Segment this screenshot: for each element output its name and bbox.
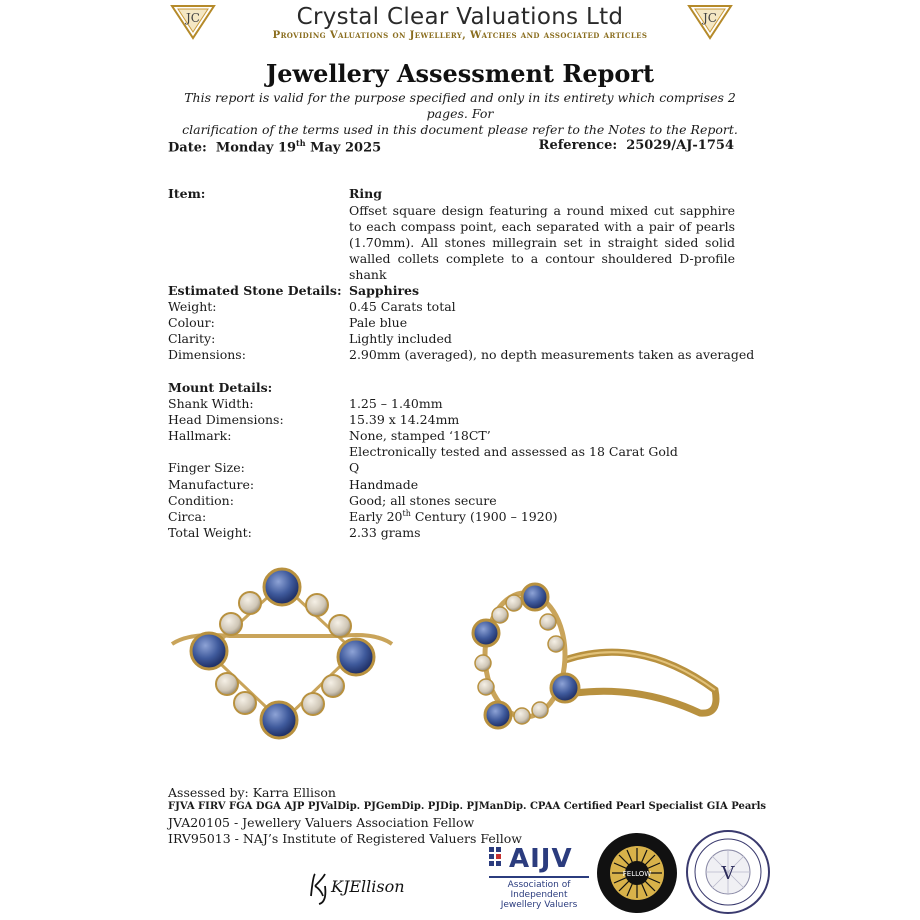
assessed-by: Assessed by: Karra Ellison xyxy=(168,785,336,800)
head-dimensions-label: Head Dimensions: xyxy=(168,412,284,427)
stone-weight-value: 0.45 Carats total xyxy=(349,299,456,314)
signature-graphic xyxy=(305,866,405,906)
circa-label: Circa: xyxy=(168,509,207,524)
condition-value: Good; all stones secure xyxy=(349,493,497,508)
stone-colour-label: Colour: xyxy=(168,315,215,330)
condition-label: Condition: xyxy=(168,493,234,508)
aijv-name: AIJV xyxy=(509,844,573,874)
aijv-grid-icon xyxy=(489,847,509,871)
hallmark-value: None, stamped ‘18CT’ xyxy=(349,428,491,443)
svg-text:FELLOW: FELLOW xyxy=(622,870,652,878)
jva-fellow-seal xyxy=(686,830,770,914)
aijv-subtitle: Association of Independent Jewellery Valuers xyxy=(500,880,578,910)
stone-dimensions-label: Dimensions: xyxy=(168,347,246,362)
shank-width-label: Shank Width: xyxy=(168,396,254,411)
stone-section-value: Sapphires xyxy=(349,283,420,298)
company-name: Crystal Clear Valuations Ltd xyxy=(296,4,624,30)
jva-membership: JVA20105 - Jewellery Valuers Association Fellow xyxy=(168,815,475,830)
hallmark-label: Hallmark: xyxy=(168,428,232,443)
total-weight-label: Total Weight: xyxy=(168,525,252,540)
ring-photo-front xyxy=(170,562,395,747)
svg-text:KJEllison: KJEllison xyxy=(331,877,405,896)
head-dimensions-value: 15.39 x 14.24mm xyxy=(349,412,460,427)
stone-clarity-value: Lightly included xyxy=(349,331,452,346)
aijv-logo xyxy=(489,844,589,910)
circa-value: Early 20th Century (1900 – 1920) xyxy=(349,509,558,525)
item-name: Ring xyxy=(349,186,382,201)
ring-photo-side xyxy=(470,575,728,740)
item-label: Item: xyxy=(168,186,206,201)
stone-colour-value: Pale blue xyxy=(349,315,408,330)
svg-text:V: V xyxy=(721,863,735,884)
report-reference: Reference: 25029/AJ-1754 xyxy=(538,138,734,153)
stone-weight-label: Weight: xyxy=(168,299,217,314)
item-description: Offset square design featuring a round mixed cut sapphire to each compass point, each separated with a pair of pearls (1.70mm). All stones millegrain set in straight sided solid walled collets complete to a contour shouldered D-profile shank xyxy=(349,203,735,282)
report-title: Jewellery Assessment Report xyxy=(265,59,655,88)
assessor-qualifications: FJVA FIRV FGA DGA AJP PJValDip. PJGemDip. PJDip. PJManDip. CPAA Certified Pearl Specialist GIA Pearls xyxy=(168,801,767,812)
mount-section-label: Mount Details: xyxy=(168,380,273,395)
validity-line-1: This report is valid for the purpose specified and only in its entirety which comprises 2 pages. For xyxy=(184,90,736,121)
shank-width-value: 1.25 – 1.40mm xyxy=(349,396,443,411)
svg-text:JC: JC xyxy=(186,11,200,25)
stone-section-label: Estimated Stone Details: xyxy=(168,283,342,298)
report-date: Date: Monday 19th May 2025 xyxy=(168,138,382,156)
hallmark-test-value: Electronically tested and assessed as 18 Carat Gold xyxy=(349,444,678,459)
manufacture-label: Manufacture: xyxy=(168,477,255,492)
assessor-signature xyxy=(305,866,405,910)
stone-clarity-label: Clarity: xyxy=(168,331,216,346)
manufacture-value: Handmade xyxy=(349,477,419,492)
validity-line-2: clarification of the terms used in this document please refer to the Notes to the Report. xyxy=(182,122,738,137)
finger-size-label: Finger Size: xyxy=(168,460,245,475)
validity-statement xyxy=(170,90,750,138)
finger-size-value: Q xyxy=(349,460,360,475)
company-tagline: Providing Valuations on Jewellery, Watches and associated articles xyxy=(272,30,648,41)
svg-text:JC: JC xyxy=(703,11,717,25)
naj-fellow-seal xyxy=(596,832,678,914)
stone-dimensions-value: 2.90mm (averaged), no depth measurements taken as averaged xyxy=(349,347,755,362)
irv-membership: IRV95013 - NAJ’s Institute of Registered Valuers Fellow xyxy=(168,831,522,846)
total-weight-value: 2.33 grams xyxy=(349,525,421,540)
